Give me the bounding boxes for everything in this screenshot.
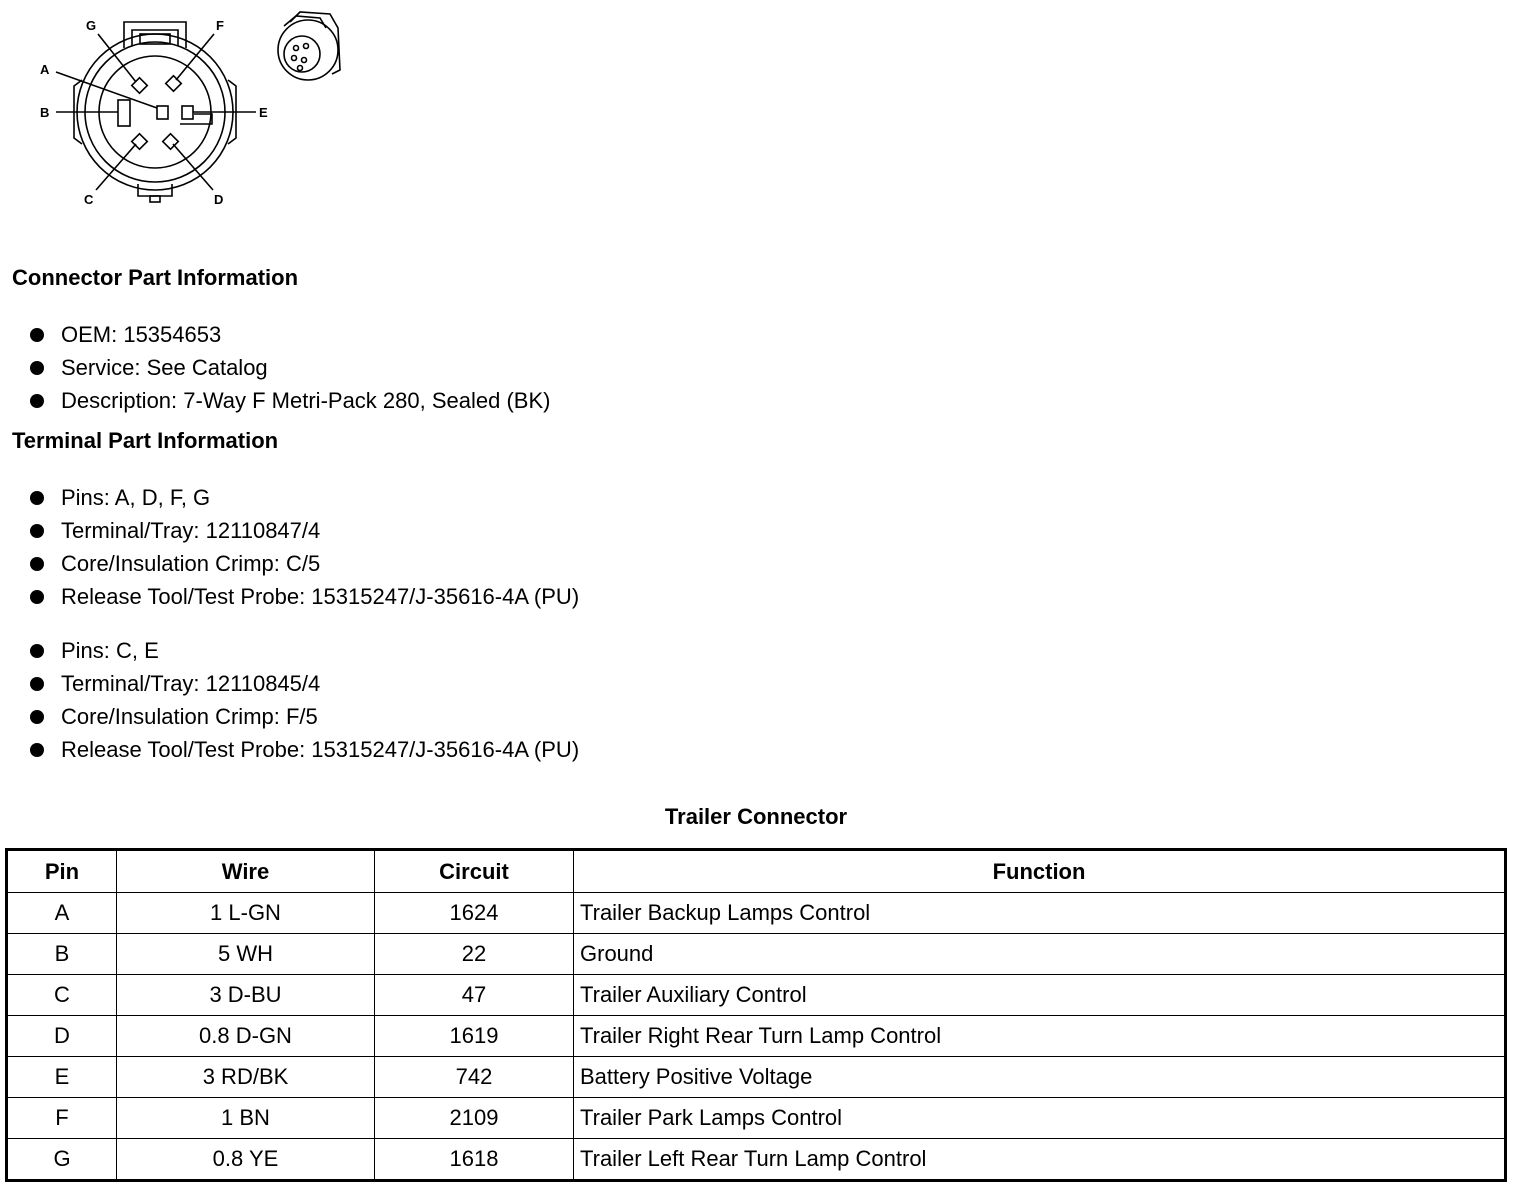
table-row bbox=[7, 893, 1506, 934]
connector-part-list bbox=[30, 318, 550, 417]
bullet-icon bbox=[30, 710, 44, 724]
cell-pin: E bbox=[7, 1057, 117, 1098]
list-item: Release Tool/Test Probe: 15315247/J-35616-4A (PU) bbox=[30, 580, 579, 613]
cell-circuit: 1618 bbox=[375, 1139, 574, 1181]
bullet-icon bbox=[30, 557, 44, 571]
table-row bbox=[7, 1139, 1506, 1181]
pin-label-g: G bbox=[86, 18, 97, 33]
bullet-icon bbox=[30, 743, 44, 757]
terminal-part-heading: Terminal Part Information bbox=[12, 428, 279, 453]
bullet-icon bbox=[30, 394, 44, 408]
cell-circuit: 1619 bbox=[375, 1016, 574, 1057]
cell-wire: 0.8 D-GN bbox=[117, 1016, 375, 1057]
pin-label-a: A bbox=[40, 62, 50, 77]
header-circuit: Circuit bbox=[375, 850, 574, 893]
cell-wire: 3 D-BU bbox=[117, 975, 375, 1016]
cell-function: Trailer Park Lamps Control bbox=[574, 1098, 1506, 1139]
pin-label-f: F bbox=[216, 18, 224, 33]
table-row bbox=[7, 975, 1506, 1016]
cell-function: Battery Positive Voltage bbox=[574, 1057, 1506, 1098]
bullet-icon bbox=[30, 644, 44, 658]
cell-pin: B bbox=[7, 934, 117, 975]
terminal-group-1 bbox=[30, 481, 579, 613]
cell-wire: 3 RD/BK bbox=[117, 1057, 375, 1098]
list-item: Service: See Catalog bbox=[30, 351, 550, 384]
trailer-connector-table bbox=[5, 848, 1507, 1182]
bullet-icon bbox=[30, 590, 44, 604]
header-pin: Pin bbox=[7, 850, 117, 893]
table-row bbox=[7, 1016, 1506, 1057]
cell-wire: 1 BN bbox=[117, 1098, 375, 1139]
cell-pin: C bbox=[7, 975, 117, 1016]
connector-part-heading: Connector Part Information bbox=[12, 265, 299, 290]
bullet-icon bbox=[30, 524, 44, 538]
bullet-icon bbox=[30, 677, 44, 691]
cell-function: Trailer Left Rear Turn Lamp Control bbox=[574, 1139, 1506, 1181]
list-item: OEM: 15354653 bbox=[30, 318, 550, 351]
cell-circuit: 1624 bbox=[375, 893, 574, 934]
header-wire: Wire bbox=[117, 850, 375, 893]
table-row bbox=[7, 1098, 1506, 1139]
list-item: Core/Insulation Crimp: C/5 bbox=[30, 547, 579, 580]
list-item: Pins: A, D, F, G bbox=[30, 481, 579, 514]
cell-wire: 1 L-GN bbox=[117, 893, 375, 934]
table-row bbox=[7, 934, 1506, 975]
bullet-icon bbox=[30, 361, 44, 375]
terminal-group-2 bbox=[30, 634, 579, 766]
cell-pin: A bbox=[7, 893, 117, 934]
table-header-row bbox=[7, 850, 1506, 893]
cell-wire: 5 WH bbox=[117, 934, 375, 975]
connector-face-diagram bbox=[0, 0, 400, 225]
cell-function: Trailer Auxiliary Control bbox=[574, 975, 1506, 1016]
cell-pin: F bbox=[7, 1098, 117, 1139]
cell-circuit: 2109 bbox=[375, 1098, 574, 1139]
cell-circuit: 47 bbox=[375, 975, 574, 1016]
header-function: Function bbox=[574, 850, 1506, 893]
pin-label-c: C bbox=[84, 192, 94, 207]
cell-pin: G bbox=[7, 1139, 117, 1181]
cell-pin: D bbox=[7, 1016, 117, 1057]
list-item: Release Tool/Test Probe: 15315247/J-35616-4A (PU) bbox=[30, 733, 579, 766]
cell-function: Ground bbox=[574, 934, 1506, 975]
pin-label-d: D bbox=[214, 192, 224, 207]
cell-circuit: 22 bbox=[375, 934, 574, 975]
list-item: Pins: C, E bbox=[30, 634, 579, 667]
table-row bbox=[7, 1057, 1506, 1098]
pin-label-b: B bbox=[40, 105, 50, 120]
list-item: Terminal/Tray: 12110847/4 bbox=[30, 514, 579, 547]
cell-function: Trailer Right Rear Turn Lamp Control bbox=[574, 1016, 1506, 1057]
list-item: Terminal/Tray: 12110845/4 bbox=[30, 667, 579, 700]
table-title: Trailer Connector bbox=[664, 804, 848, 829]
list-item: Core/Insulation Crimp: F/5 bbox=[30, 700, 579, 733]
list-item: Description: 7-Way F Metri-Pack 280, Sealed (BK) bbox=[30, 384, 550, 417]
cell-wire: 0.8 YE bbox=[117, 1139, 375, 1181]
cell-circuit: 742 bbox=[375, 1057, 574, 1098]
pin-label-e: E bbox=[259, 105, 268, 120]
bullet-icon bbox=[30, 328, 44, 342]
cell-function: Trailer Backup Lamps Control bbox=[574, 893, 1506, 934]
bullet-icon bbox=[30, 491, 44, 505]
